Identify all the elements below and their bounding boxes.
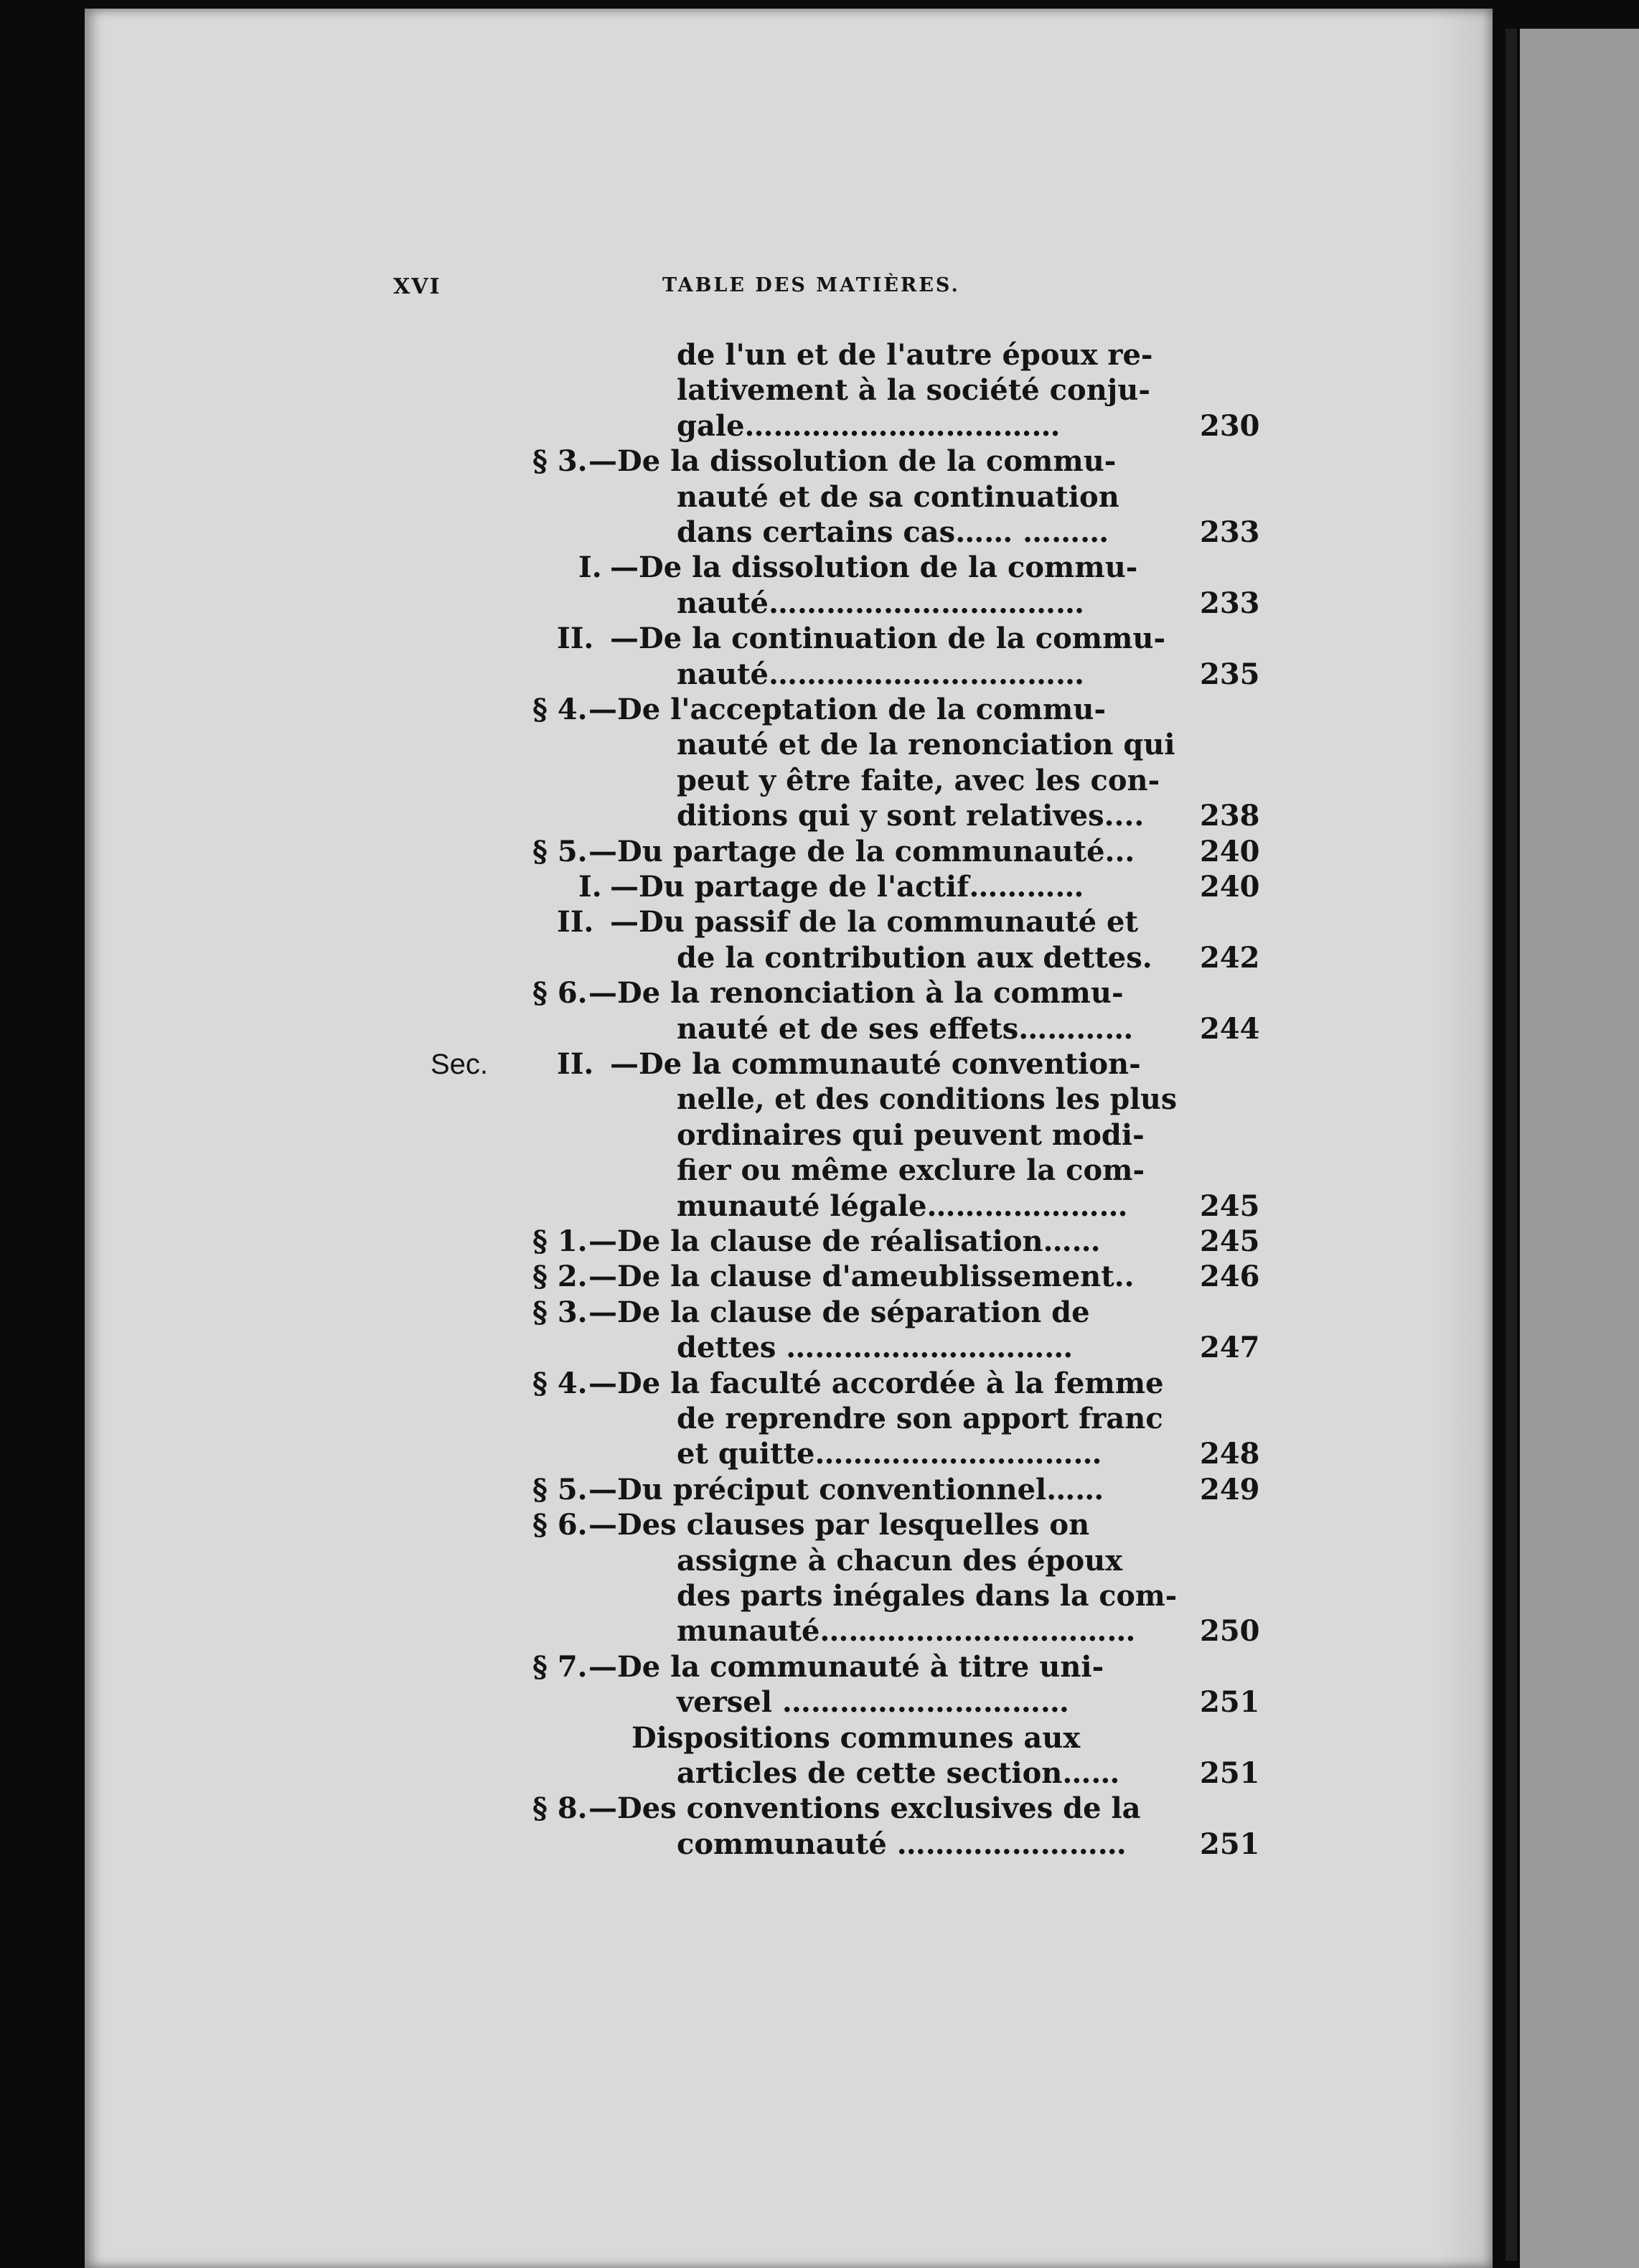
toc-line	[0, 1649, 1639, 1685]
entry-text: peut y être faite, avec les con-	[677, 763, 1160, 797]
toc-line	[0, 1436, 1639, 1472]
toc-line	[0, 515, 1639, 550]
entry-text: Dispositions communes aux	[631, 1720, 1081, 1755]
entry-text: ordinaires qui peuvent modi-	[677, 1117, 1145, 1152]
entry-text: nauté……………………………	[677, 657, 1085, 691]
entry-text: —De la clause d'ameublissement..	[588, 1260, 1135, 1294]
entry-page-number: 242	[1200, 940, 1260, 975]
entry-text: —De la communauté convention-	[610, 1047, 1141, 1081]
toc-line	[0, 975, 1639, 1011]
toc-line	[0, 1224, 1639, 1260]
entry-text: et quitte…………………………	[677, 1437, 1102, 1471]
toc-line	[0, 692, 1639, 728]
entry-text: nauté……………………………	[677, 586, 1085, 620]
entry-text: gale……………………………	[677, 408, 1061, 443]
entry-page-number: 251	[1200, 1756, 1260, 1790]
entry-page-number: 240	[1200, 870, 1260, 904]
entry-page-number: 233	[1200, 515, 1260, 549]
entry-marker: § 6.	[532, 976, 588, 1011]
entry-text: —Du préciput conventionnel……	[588, 1472, 1104, 1506]
entry-marker: § 6.	[532, 1508, 588, 1542]
toc-line	[0, 621, 1639, 657]
toc-line	[0, 1472, 1639, 1508]
entry-text: lativement à la société conju-	[677, 373, 1150, 408]
entry-text: ditions qui y sont relatives....	[677, 799, 1145, 833]
entry-page-number: 245	[1200, 1224, 1260, 1258]
toc-line	[0, 408, 1639, 444]
entry-text: —De la clause de séparation de	[588, 1295, 1090, 1329]
entry-marker: § 4.	[532, 693, 588, 726]
entry-page-number: 247	[1200, 1331, 1260, 1365]
page-number: XVI	[393, 274, 441, 299]
entry-text: articles de cette section……	[677, 1756, 1120, 1790]
entry-page-number: 244	[1200, 1011, 1260, 1046]
toc-line	[0, 372, 1639, 408]
entry-page-number: 245	[1200, 1189, 1260, 1223]
toc-line	[0, 1827, 1639, 1862]
toc-line	[0, 1756, 1639, 1791]
entry-text: dans certains cas…… ………	[677, 515, 1109, 549]
entry-page-number: 238	[1200, 799, 1260, 833]
entry-marker: § 5.	[532, 834, 588, 868]
toc-line	[0, 1401, 1639, 1437]
entry-text: nelle, et des conditions les plus	[677, 1082, 1178, 1117]
entry-text: —De la faculté accordée à la femme	[588, 1366, 1164, 1400]
toc-line	[0, 1720, 1639, 1756]
entry-text: —Du partage de la communauté...	[588, 834, 1135, 868]
entry-text: —Des clauses par lesquelles on	[588, 1508, 1090, 1542]
entry-marker: § 4.	[532, 1366, 588, 1400]
toc-line	[0, 1366, 1639, 1402]
toc-line	[0, 1330, 1639, 1366]
entry-text: —De la dissolution de la commu-	[588, 444, 1117, 479]
entry-marker: § 2.	[532, 1260, 588, 1294]
toc-line	[0, 657, 1639, 693]
entry-marker: § 3.	[532, 1295, 588, 1329]
toc-line	[0, 1791, 1639, 1827]
toc-line	[0, 479, 1639, 515]
toc-line	[0, 1117, 1639, 1153]
entry-text: —De la renonciation à la commu-	[588, 976, 1124, 1011]
entry-text: —De l'acceptation de la commu-	[588, 693, 1107, 726]
entry-marker: II.	[557, 905, 594, 939]
entry-text: fier ou même exclure la com-	[677, 1153, 1145, 1188]
entry-marker: I.	[578, 870, 602, 904]
toc-line	[0, 798, 1639, 834]
entry-text: munauté légale…………………	[677, 1189, 1128, 1223]
entry-text: dettes …………………………	[677, 1331, 1074, 1365]
entry-page-number: 230	[1200, 408, 1260, 443]
entry-text: de la contribution aux dettes.	[677, 940, 1152, 975]
entry-page-number: 251	[1200, 1827, 1260, 1861]
entry-text: nauté et de ses effets…………	[677, 1011, 1134, 1046]
entry-marker: II.	[557, 1047, 594, 1081]
entry-text: —Du partage de l'actif…………	[610, 870, 1084, 904]
entry-text: de reprendre son apport franc	[677, 1402, 1163, 1435]
toc-line	[0, 1259, 1639, 1295]
entry-text: —De la communauté à titre uni-	[588, 1649, 1104, 1684]
entry-marker: I.	[578, 550, 602, 585]
entry-page-number: 233	[1200, 586, 1260, 620]
entry-page-number: 235	[1200, 657, 1260, 691]
entry-text: —De la clause de réalisation……	[588, 1224, 1101, 1258]
toc-line	[0, 444, 1639, 479]
entry-text: —De la continuation de la commu-	[610, 622, 1166, 656]
entry-text: —Du passif de la communauté et	[610, 905, 1138, 939]
toc-line	[0, 1684, 1639, 1720]
toc-line	[0, 550, 1639, 586]
toc-line	[0, 337, 1639, 373]
toc-line	[0, 1189, 1639, 1224]
toc-line	[0, 1011, 1639, 1047]
toc-line	[0, 1613, 1639, 1649]
entry-text: nauté et de sa continuation	[677, 479, 1119, 514]
entry-marker: § 1.	[532, 1224, 588, 1258]
running-title: TABLE DES MATIÈRES.	[662, 274, 960, 296]
toc-line	[0, 1543, 1639, 1579]
toc-line	[0, 1046, 1639, 1082]
toc-line	[0, 1082, 1639, 1117]
toc-line	[0, 1295, 1639, 1331]
section-label: Sec.	[431, 1049, 489, 1080]
entry-page-number: 249	[1200, 1472, 1260, 1506]
toc-line	[0, 586, 1639, 622]
toc-line	[0, 1578, 1639, 1614]
entry-marker: II.	[557, 622, 594, 656]
entry-page-number: 251	[1200, 1685, 1260, 1720]
entry-marker: § 8.	[532, 1791, 588, 1826]
toc-line	[0, 1507, 1639, 1543]
entry-page-number: 250	[1200, 1614, 1260, 1649]
entry-marker: § 7.	[532, 1649, 588, 1684]
toc-line	[0, 904, 1639, 940]
entry-text: des parts inégales dans la com-	[677, 1579, 1178, 1613]
entry-text: —De la dissolution de la commu-	[610, 550, 1138, 585]
toc-line	[0, 869, 1639, 905]
toc-line	[0, 727, 1639, 763]
toc-line	[0, 763, 1639, 799]
entry-text: assigne à chacun des époux	[677, 1543, 1123, 1578]
entry-page-number: 248	[1200, 1437, 1260, 1471]
entry-text: de l'un et de l'autre époux re-	[677, 338, 1153, 372]
entry-marker: § 3.	[532, 444, 588, 479]
entry-page-number: 240	[1200, 834, 1260, 868]
entry-text: nauté et de la renonciation qui	[677, 728, 1175, 762]
entry-marker: § 5.	[532, 1472, 588, 1506]
toc-line	[0, 1153, 1639, 1189]
entry-text: communauté ……………………	[677, 1827, 1127, 1861]
entry-text: versel …………………………	[677, 1685, 1069, 1720]
entry-page-number: 246	[1200, 1260, 1260, 1294]
entry-text: munauté……………………………	[677, 1614, 1136, 1649]
toc-line	[0, 940, 1639, 976]
toc-line	[0, 834, 1639, 870]
entry-text: —Des conventions exclusives de la	[588, 1791, 1141, 1826]
